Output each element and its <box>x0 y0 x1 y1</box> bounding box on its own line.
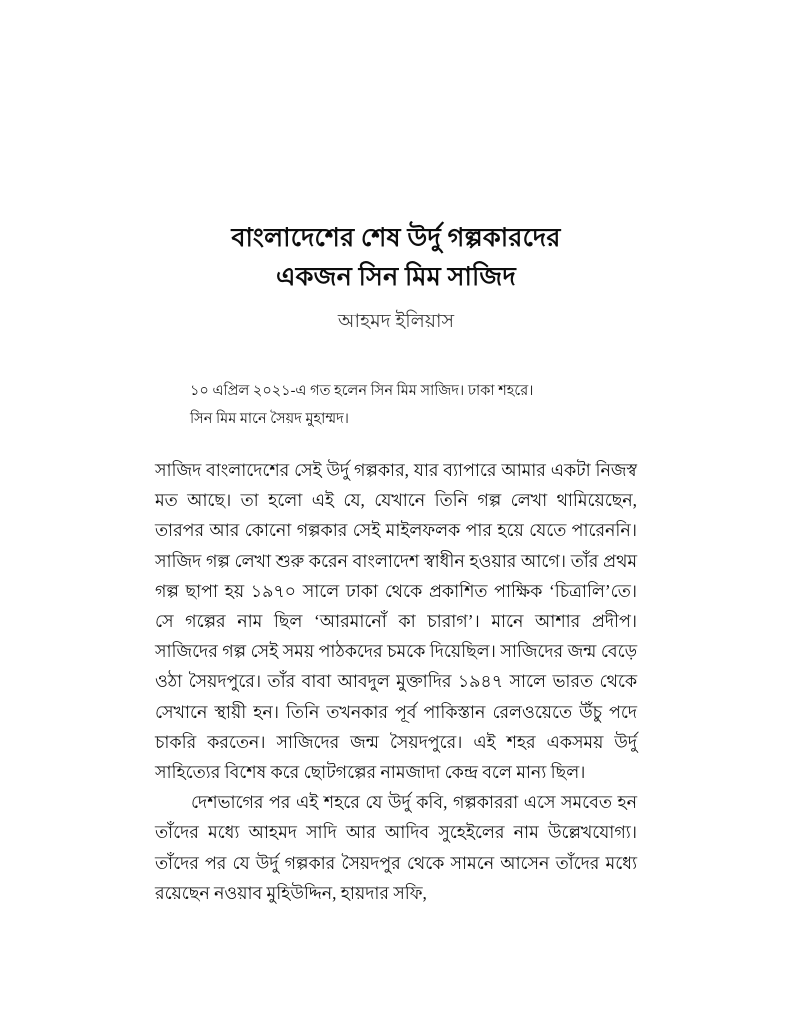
article-body <box>155 455 637 908</box>
author-name: আহমদ ইলিয়াস <box>337 311 455 332</box>
lede-line-1: ১০ এপ্রিল ২০২১-এ গত হলেন সিন মিম সাজিদ। ঢাকা শহরে। <box>190 383 534 399</box>
article-title-line-1: বাংলাদেশের শেষ উর্দু গল্পকারদের <box>231 223 561 252</box>
body-paragraph-1: সাজিদ বাংলাদেশের সেই উর্দু গল্পকার, যার ব্যাপারে আমার একটা নিজস্ব মত আছে। তা হলো এই যে, যেখানে তিনি গল্প লেখা থামিয়েছেন, তারপর আর কোনো গল্পকার সেই মাইলফলক পার হয়ে যেতে পারেননি। সাজিদ গল্প লেখা শুরু করেন বাংলাদেশ স্বাধীন হওয়ার আগে। তাঁর প্রথম গল্প ছাপা হয় ১৯৭০ সালে ঢাকা থেকে প্রকাশিত পাক্ষিক ‘চিত্রালি’তে। সে গল্পের নাম ছিল ‘আরমানোঁ কা চারাগ’। মানে আশার প্রদীপ। সাজিদের গল্প সেই সময় পাঠকদের চমকে দিয়েছিল। সাজিদের জন্ম বেড়ে ওঠা সৈয়দপুরে। তাঁর বাবা আবদুল মুক্তাদির ১৯৪৭ সালে ভারত থেকে সেখানে স্থায়ী হন। তিনি তখনকার পূর্ব পাকিস্তান রেলওয়েতে উঁচু পদে চাকরি করতেন। সাজিদের জন্ম সৈয়দপুরে। এই শহর একসময় উর্দু সাহিত্যের বিশেষ করে ছোটগল্পের নামজাদা কেন্দ্র বলে মান্য ছিল। <box>155 460 637 783</box>
article-byline <box>155 308 637 336</box>
article-title <box>155 218 637 296</box>
body-paragraph-2: দেশভাগের পর এই শহরে যে উর্দু কবি, গল্পকাররা এসে সমবেত হন তাঁদের মধ্যে আহমদ সাদি আর আদিব সুহেইলের নাম উল্লেখযোগ্য। তাঁদের পর যে উর্দু গল্পকার সৈয়দপুর থেকে সামনে আসেন তাঁদের মধ্যে রয়েছেন নওয়াব মুহিউদ্দিন, হায়দার সফি, <box>155 792 637 903</box>
article-title-line-2: একজন সিন মিম সাজিদ <box>276 262 516 291</box>
lede-line-2: সিন মিম মানে সৈয়দ মুহাম্মদ। <box>190 411 349 427</box>
article-lede <box>190 377 637 433</box>
